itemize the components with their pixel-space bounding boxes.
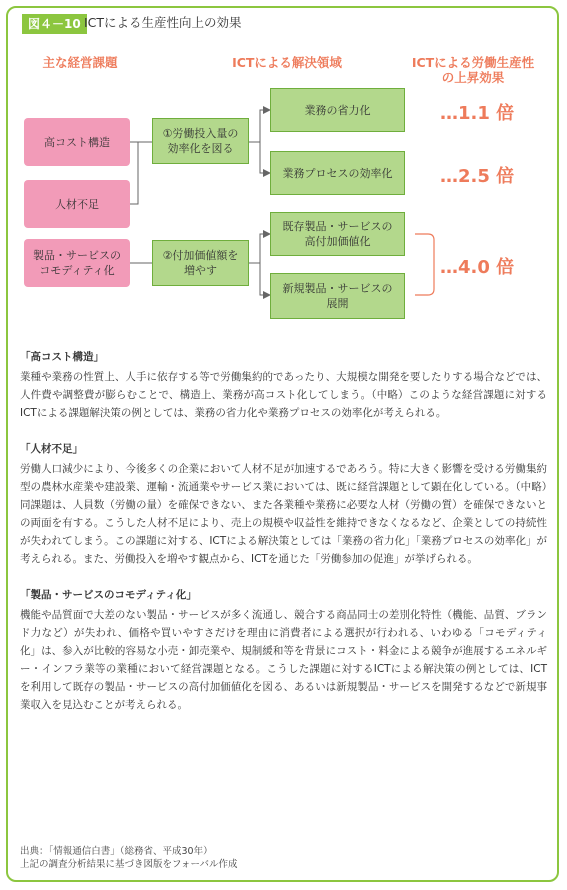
issue-labor-shortage: 人材不足 bbox=[24, 180, 130, 228]
arrow-to-solution-1 bbox=[249, 110, 270, 142]
solution-process-efficiency: 業務プロセスの効率化 bbox=[270, 151, 405, 195]
figure-title: ICTによる生産性向上の効果 bbox=[84, 15, 242, 30]
source-line-1: 出典：「情報通信白書」（総務省、平成30年） bbox=[20, 846, 213, 857]
multiplier-bracket bbox=[415, 234, 434, 295]
issue-high-cost: 高コスト構造 bbox=[24, 118, 130, 166]
connector-issues-bracket bbox=[130, 142, 138, 204]
source-note bbox=[20, 845, 238, 871]
multiplier-1-1: …1.1 倍 bbox=[440, 103, 515, 124]
column-header-effects-line1: ICTによる労働生産性 bbox=[411, 55, 535, 70]
column-header-effects-line2: の上昇効果 bbox=[441, 70, 505, 85]
section-heading-high-cost: 「高コスト構造」 bbox=[20, 351, 104, 363]
solution-new-products: 新規製品・サービスの 展開 bbox=[270, 273, 405, 319]
section-heading-commoditization: 「製品・サービスのコモディティ化」 bbox=[20, 589, 197, 601]
column-header-issues: 主な経営課題 bbox=[42, 55, 118, 70]
multiplier-2-5: …2.5 倍 bbox=[440, 166, 515, 187]
multiplier-4-0: …4.0 倍 bbox=[440, 257, 515, 278]
section-body-labor-shortage: 労働人口減少により、今後多くの企業において人材不足が加速するであろう。特に大きく影響を受ける労働集約型の農林水産業や建設業、運輸・流通業やサービス業においては、既に経営課題として顕在化している。（中略）同課題は、人員数（労働の量）を確保できない、また各業種や業務に必要な人材（労働の質）を確保できないとの両面を有する。こうした人材不足により、売上の規模や収益性を維持できなくなるなど、企業としての持続性が失われてしまう。この課題に対する、ICTによる解決策としては「業務の省力化」「業務プロセスの効率化」が考えられる。また、労働投入を増やす観点から、ICTを通じた「労働参加の促進」が挙げられる。 bbox=[20, 463, 547, 565]
column-header-areas: ICTによる解決領域 bbox=[232, 55, 342, 70]
solution-high-value-added: 既存製品・サービスの 高付加価値化 bbox=[270, 212, 405, 256]
approach-labor-input: ①労働投入量の 効率化を図る bbox=[152, 118, 249, 164]
arrow-to-solution-4 bbox=[260, 263, 270, 295]
section-body-high-cost: 業種や業務の性質上、人手に依存する等で労働集約的であったり、大規模な開発を要したりする場合などでは、人件費や調整費が膨らむことで、構造上、業務が高コスト化してしまう。（中略）このような経営課題に対するICTによる課題解決策の例としては、業務の省力化や業務プロセスの効率化が考えられる。 bbox=[20, 371, 547, 419]
issue-commoditization: 製品・サービスの コモディティ化 bbox=[24, 239, 130, 287]
arrow-to-solution-3 bbox=[249, 234, 270, 263]
approach-value-added: ②付加価値額を 増やす bbox=[152, 240, 249, 286]
section-body-commoditization: 機能や品質面で大差のない製品・サービスが多く流通し、競合する商品同士の差別化特性（機能、品質、ブランド力など）が失われ、価格や買いやすさだけを理由に消費者による選択が行われる、いわゆる「コモディティ化」は、参入が比較的容易な小売・卸売業や、規制緩和等を背景にコスト・料金による競争が進展するエネルギー・インフラ業等の業種において経営課題となる。こうした課題に対するICTによる解決策の例としては、ICTを利用して既存の製品・サービスの高付加価値化を図る、あるいは新規製品・サービスを開発するなどで新規事業収入を見込むことが考えられる。 bbox=[20, 609, 547, 711]
section-heading-labor-shortage: 「人材不足」 bbox=[20, 443, 83, 455]
explanation-text bbox=[20, 348, 547, 732]
solution-labor-saving: 業務の省力化 bbox=[270, 88, 405, 132]
figure-label: 図４－10 bbox=[22, 14, 87, 34]
source-line-2: 上記の調査分析結果に基づき図版をフォーバル作成 bbox=[20, 859, 238, 870]
arrow-to-solution-2 bbox=[260, 142, 270, 173]
